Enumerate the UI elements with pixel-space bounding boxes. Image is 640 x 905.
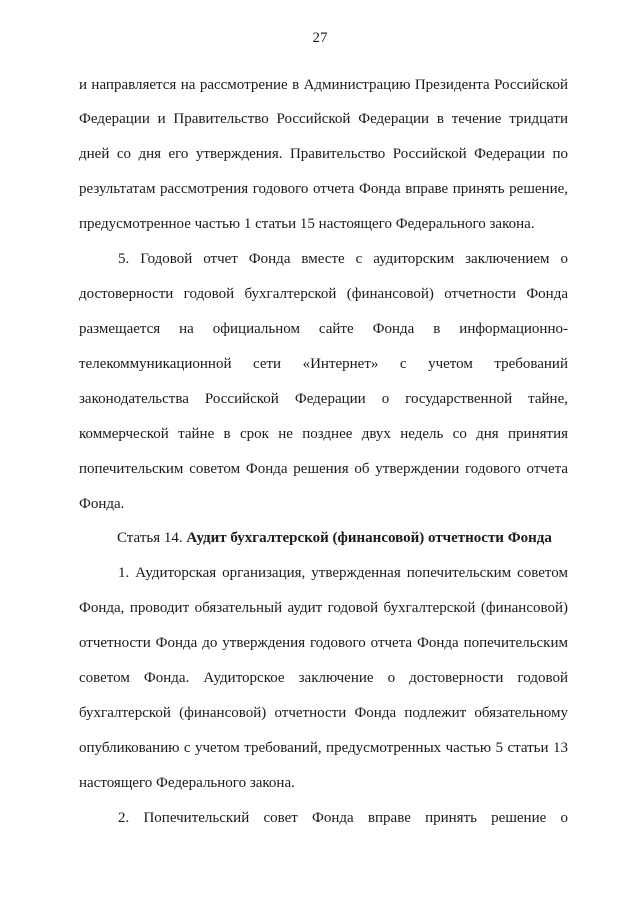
text-line: бухгалтерской (финансовой) отчетности Фонда подлежит обязательному	[79, 705, 568, 721]
text-line: 1. Аудиторская организация, утвержденная попечительским советом	[118, 565, 568, 581]
text-line: дней со дня его утверждения. Правительство Российской Федерации по	[79, 146, 568, 162]
text-line: предусмотренное частью 1 статьи 15 настоящего Федерального закона.	[79, 216, 535, 232]
article-heading-title: Аудит бухгалтерской (финансовой) отчетности Фонда	[186, 530, 552, 546]
text-line: Фонда, проводит обязательный аудит годовой бухгалтерской (финансовой)	[79, 600, 568, 616]
text-line: 5. Годовой отчет Фонда вместе с аудиторским заключением о	[118, 251, 568, 267]
text-line: телекоммуникационной сети «Интернет» с учетом требований	[79, 356, 568, 372]
text-line: 2. Попечительский совет Фонда вправе принять решение о	[118, 810, 568, 826]
text-line: советом Фонда. Аудиторское заключение о достоверности годовой	[79, 670, 568, 686]
article-heading-prefix: Статья 14.	[117, 530, 187, 546]
text-line: Федерации и Правительство Российской Федерации в течение тридцати	[79, 111, 568, 127]
page-number: 27	[312, 30, 328, 46]
text-line: коммерческой тайне в срок не позднее двух недель со дня принятия	[79, 426, 568, 442]
text-line: законодательства Российской Федерации о государственной тайне,	[79, 391, 568, 407]
text-line: опубликованию с учетом требований, предусмотренных частью 5 статьи 13	[79, 740, 568, 756]
text-line: результатам рассмотрения годового отчета Фонда вправе принять решение,	[79, 181, 568, 197]
text-line: отчетности Фонда до утверждения годового отчета Фонда попечительским	[79, 635, 568, 651]
text-line: достоверности годовой бухгалтерской (финансовой) отчетности Фонда	[79, 286, 568, 302]
text-line: размещается на официальном сайте Фонда в информационно-	[79, 321, 568, 337]
article-heading	[117, 529, 568, 547]
text-line: попечительским советом Фонда решения об утверждении годового отчета	[79, 461, 568, 477]
text-line: и направляется на рассмотрение в Администрацию Президента Российской	[79, 77, 568, 93]
text-line: Фонда.	[79, 496, 125, 512]
text-line: настоящего Федерального закона.	[79, 775, 295, 791]
